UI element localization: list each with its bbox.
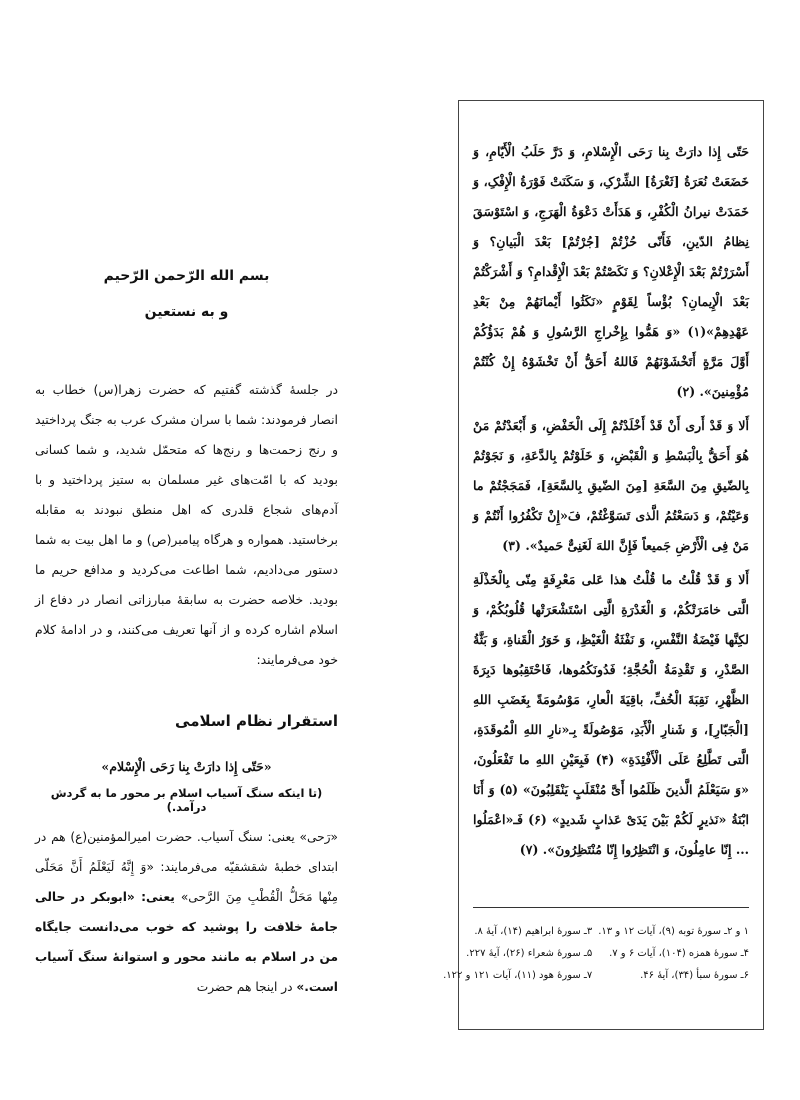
- footnote: ۷ـ سورهٔ هود (۱۱)، آیات ۱۲۱ و ۱۲۲.: [443, 970, 593, 981]
- intro-paragraph: در جلسهٔ گذشته گفتیم که حضرت زهرا(س) خطاب به انصار فرمودند: شما با سران مشرک عرب به جنگ پرداختید و رنج زحمت‌ها و رنج‌ها که متحمّل شدید، و شما کسانی بودید که با امّت‌های غیر مسلمان به ستیز پرداختید و با آدم‌های شجاع قلدری که اهل منطق نبودند به مقابله برخاستید. همواره و هرگاه پیامبر(ص) و ما اهل بیت به شما دستور می‌دادیم، شما اطاعت می‌کردید و مدافع حریم ما بودید. خلاصه حضرت به سابقهٔ مبارزاتی انصار در دفاع از اسلام اشاره کرده و از آنها تعریف می‌کنند، و در ادامهٔ کلام خود می‌فرمایند:: [35, 382, 338, 667]
- section-title: استقرار نظام اسلامی: [175, 712, 338, 730]
- arabic-paragraph-1: حَتّی إِذا دارَتْ بِنا رَحَی الْإِسْلامِ، وَ دَرَّ حَلَبُ الْأَیّامِ، وَ خَضَعَتْ نُعَرَةُ [ثَغْرَةُ] الشِّرْکِ، وَ سَکَنَتْ فَوْرَةُ الْإِفْکِ، وَ خَمَدَتْ نیرانُ الْکُفْرِ، وَ هَدَأَتْ دَعْوَةُ الْهَرَجِ، وَ اسْتَوْسَقَ نِظامُ الدّینِ، فَأَنّی حُزْتُمْ [جُرْتُمْ] بَعْدَ الْبَیانِ؟ وَ أَسْرَرْتُمْ بَعْدَ الْإِعْلانِ؟ وَ نَکَصْتُمْ بَعْدَ الْإِقْدامِ؟ وَ أَشْرَکْتُمْ بَعْدَ الْإِیمانِ؟ بُؤْساً لِقَوْمٍ «نَکَثُوا أَیْمانَهُمْ مِنْ بَعْدِ عَهْدِهِمْ»(۱) «وَ هَمُّوا بِإِخْراجِ الرَّسُولِ وَ هُمْ بَدَؤُکُمْ أَوَّلَ مَرَّةٍ أَتَخْشَوْنَهُمْ فَاللهُ أَحَقُّ أَنْ تَخْشَوْهُ إِنْ کُنْتُمْ مُؤْمِنینَ». (۲): [473, 144, 749, 399]
- footnote-divider: [473, 907, 749, 908]
- footnote: ۵ـ سورهٔ شعراء (۲۶)، آیهٔ ۲۲۷.: [466, 948, 593, 959]
- body-bold-text: یعنی: «ابوبکر در حالی جامهٔ خلافت را پوشید که خوب می‌دانست جایگاه من در اسلام به مانند محور و استوانهٔ سنگ آسیاب است.»: [35, 890, 338, 994]
- body-text: «رَحی» یعنی: سنگ آسیاب. حضرت امیرالمؤمنین(ع) هم در ابتدای خطبهٔ شقشقیّه می‌فرمایند: «وَ إِنَّهُ لَیَعْلَمُ أَنَّ مَحَلّی مِنْها مَحَلُّ الْقُطْبِ مِنَ الرَّحی»: [35, 830, 339, 904]
- persian-column: [35, 255, 338, 1002]
- arabic-text-frame: [443, 100, 764, 1030]
- quote-arabic: «حَتّی إِذا دارَتْ بِنا رَحَی الْإِسْلام»: [101, 759, 272, 774]
- quote-translation: (تا اینکه سنگ آسیاب اسلام بر محور ما به گردش درآمد.): [50, 786, 323, 814]
- footnote: ۳ـ سورهٔ ابراهیم (۱۴)، آیهٔ ۸.: [474, 926, 593, 937]
- body-end-text: در اینجا هم حضرت: [196, 980, 293, 994]
- arabic-paragraph-2: أَلا وَ قَدْ أَری أَنْ قَدْ أَخْلَدْتُمْ إِلَی الْخَفْضِ، وَ أَبْعَدْتُمْ مَنْ هُوَ أَحَقُّ بِالْبَسْطِ وَ الْقَبْضِ، وَ خَلَوْتُمْ بِالدَّعَةِ، وَ نَجَوْتُمْ بِالضّیقِ مِنَ السَّعَةِ [مِنَ الضّیقِ بِالسَّعَةِ]، فَمَجَجْتُمْ ما وَعَیْتُمْ، وَ دَسَعْتُمُ الَّذی تَسَوَّغْتُمْ، فَ«إِنْ تَکْفُرُوا أَنْتُمْ وَ مَنْ فِی الْأَرْضِ جَمیعاً فَإِنَّ اللهَ لَغَنِیٌّ حَمیدٌ». (۳): [473, 418, 749, 553]
- bismillah-heading: بسم الله الرّحمن الرّحيم: [103, 268, 270, 284]
- footnote: ۶ـ سورهٔ سبأ (۳۴)، آیهٔ ۴۶.: [640, 970, 749, 981]
- footnotes: [443, 922, 749, 986]
- body-paragraph: [35, 822, 338, 1002]
- footnote: ۱ و ۲ـ سورهٔ توبه (۹)، آیات ۱۲ و ۱۳.: [598, 926, 749, 937]
- bismillah-subheading: و به نستعين: [144, 304, 229, 320]
- arabic-paragraph-3: أَلا وَ قَدْ قُلْتُ ما قُلْتُ هذا عَلی مَعْرِفَةٍ مِنّی بِالْخَذْلَةِ الَّتی خامَرَتْکُمْ، وَ الْغَدْرَةِ الَّتِی اسْتَشْعَرَتْها قُلُوبُکُمْ، وَ لکِنَّها فَیْضَةُ النَّفْسِ، وَ نَفْثَةُ الْغَیْظِ، وَ خَوَرُ الْقَناةِ، وَ بَثَّةُ الصَّدْرِ، وَ تَقْدِمَةُ الْحُجَّةِ؛ فَدُونَکُمُوها، فَاحْتَقِبُوها دَبِرَةَ الظَّهْرِ، نَقِبَةَ الْخُفِّ، باقِیَةَ الْعارِ، مَوْسُومَةً بِغَضَبِ اللهِ [الْجَبّارِ]، وَ شَنارِ الْأَبَدِ، مَوْصُولَةً بِـ«نارِ اللهِ الْمُوقَدَةِ، الَّتی تَطَّلِعُ عَلَی الْأَفْئِدَةِ» (۴) فَبِعَیْنِ اللهِ ما تَفْعَلُونَ، «وَ سَیَعْلَمُ الَّذینَ ظَلَمُوا أَیَّ مُنْقَلَبٍ یَنْقَلِبُونَ» (۵) وَ أَنَا ابْنَةُ «نَذیرٍ لَکُمْ بَیْنَ یَدَیْ عَذابٍ شَدیدٍ» (۶) فَـ«اعْمَلُوا ... إِنّا عامِلُونَ، وَ انْتَظِرُوا إِنّا مُنْتَظِرُونَ». (۷): [473, 572, 749, 857]
- footnote: ۴ـ سورهٔ همزه (۱۰۴)، آیات ۶ و ۷.: [609, 948, 749, 959]
